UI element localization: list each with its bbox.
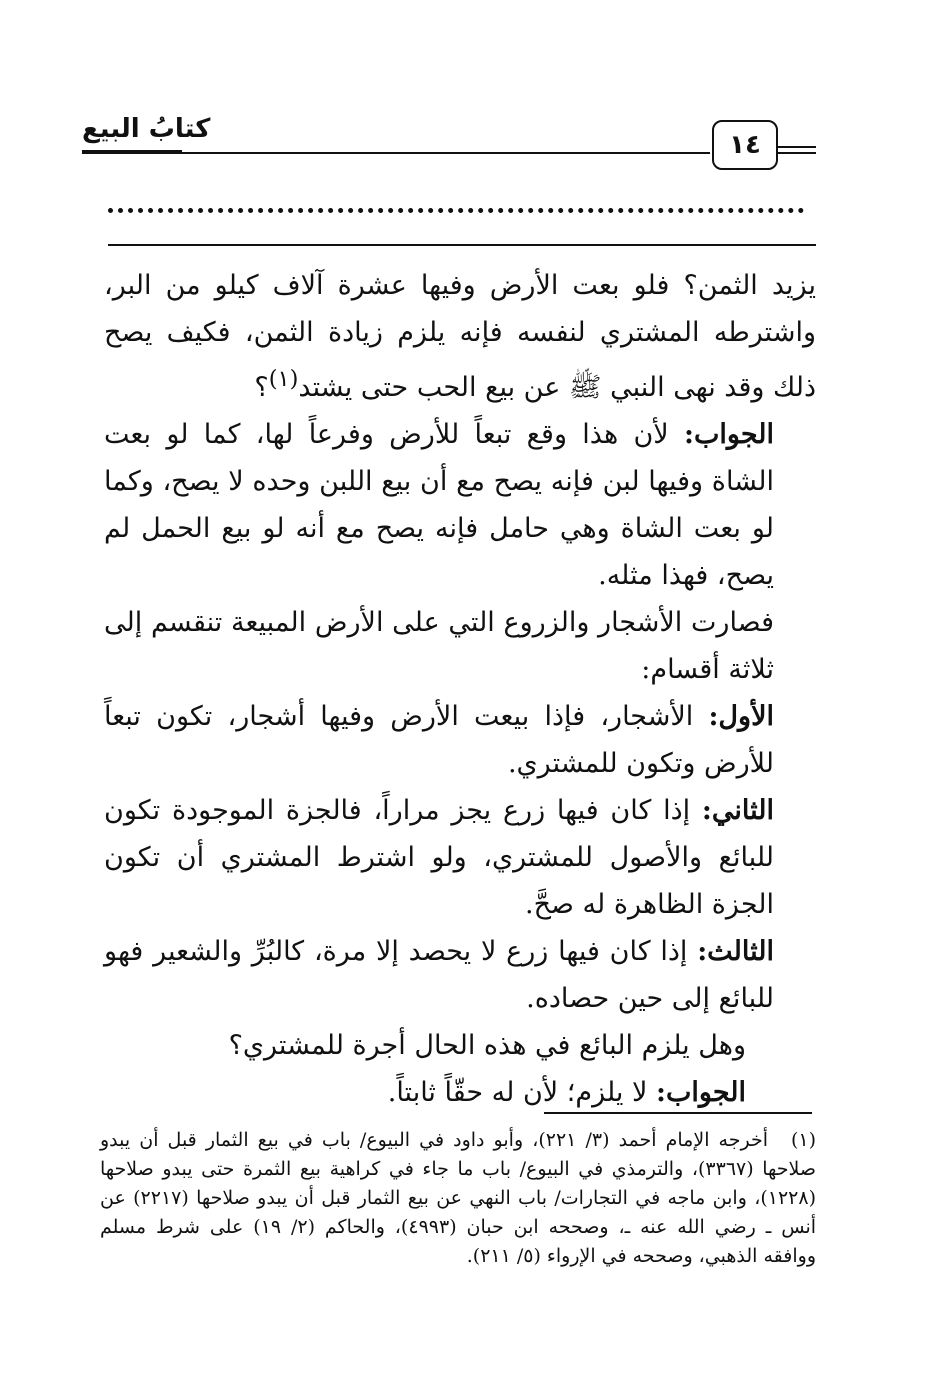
header-rule (82, 152, 710, 154)
second-term: الثاني: (701, 795, 774, 826)
header-rule-right-top (778, 146, 816, 148)
paragraph (104, 599, 816, 693)
footnote-ref: (١) (268, 366, 299, 392)
page-number: ١٤ (712, 120, 778, 170)
paragraph-text: يزيد الثمن؟ فلو بعت الأرض وفيها عشرة آلاف كيلو من البر، واشترطه المشتري لنفسه فإنه يلزم زيادة الثمن، فكيف يصح ذلك وقد نهى النبي ﷺ عن بيع الحب حتى يشتد (104, 270, 816, 403)
paragraph-text: فصارت الأشجار والزروع التي على الأرض المبيعة تنقسم إلى ثلاثة أقسام: (104, 607, 774, 685)
answer-term: الجواب: (656, 1077, 746, 1108)
footnote-text: أخرجه الإمام أحمد (٣/ ٢٢١)، وأبو داود في البيوع/ باب في بيع الثمار قبل أن يبدو صلاحها (٣٣٦٧)، والترمذي في البيوع/ باب ما جاء في كراهية بيع الثمرة حتى يبدو صلاحها (١٢٢٨)، وابن ماجه في التجارات/ باب النهي عن بيع الثمار قبل أن يبدو صلاحها (٢٢١٧) عن أنس ـ رضي الله عنه ـ، وصححه ابن حبان (٤٩٩٣)، والحاكم (٢/ ١٩) على شرط مسلم ووافقه الذهبي، وصححه في الإرواء (٥/ ٢١١). (100, 1129, 817, 1267)
paragraph (104, 928, 816, 1022)
paragraph (104, 411, 816, 599)
first-term: الأول: (708, 701, 774, 732)
paragraph-text: إذا كان فيها زرع لا يحصد إلا مرة، كالبُرِّ والشعير فهو للبائع إلى حين حصاده. (104, 936, 774, 1014)
paragraph (104, 1022, 816, 1069)
paragraph (104, 1069, 816, 1116)
header-rule-right-bottom (778, 152, 816, 154)
paragraph-text: لأن هذا وقع تبعاً للأرض وفرعاً لها، كما لو بعت الشاة وفيها لبن فإنه يصح مع أن بيع اللبن وحده لا يصح، وكما لو بعت الشاة وهي حامل فإنه يصح مع أنه لو بيع الحمل لم يصح، فهذا مثله. (104, 419, 774, 591)
dotted-separator (108, 198, 804, 213)
paragraph-tail: ؟ (254, 372, 269, 403)
footnote-rule (544, 1112, 812, 1114)
paragraph-text: الأشجار، فإذا بيعت الأرض وفيها أشجار، تكون تبعاً للأرض وتكون للمشتري. (104, 701, 774, 779)
paragraph-text: لا يلزم؛ لأن له حقّاً ثابتاً. (387, 1077, 656, 1108)
answer-term: الجواب: (684, 419, 774, 450)
top-rule (108, 244, 816, 246)
paragraph (104, 693, 816, 787)
footnote (100, 1126, 816, 1271)
question-text: وهل يلزم البائع في هذه الحال أجرة للمشتري؟ (228, 1030, 746, 1061)
footnote-number: (١) (790, 1129, 816, 1151)
footnotes (100, 1126, 816, 1271)
book-title: كتابُ البيع (82, 114, 211, 144)
paragraph (104, 262, 816, 411)
main-text (104, 262, 816, 1116)
paragraph-text: إذا كان فيها زرع يجز مراراً، فالجزة الموجودة تكون للبائع والأصول للمشتري، ولو اشترط المشتري أن تكون الجزة الظاهرة له صحَّ. (104, 795, 774, 920)
third-term: الثالث: (697, 936, 774, 967)
paragraph (104, 787, 816, 928)
